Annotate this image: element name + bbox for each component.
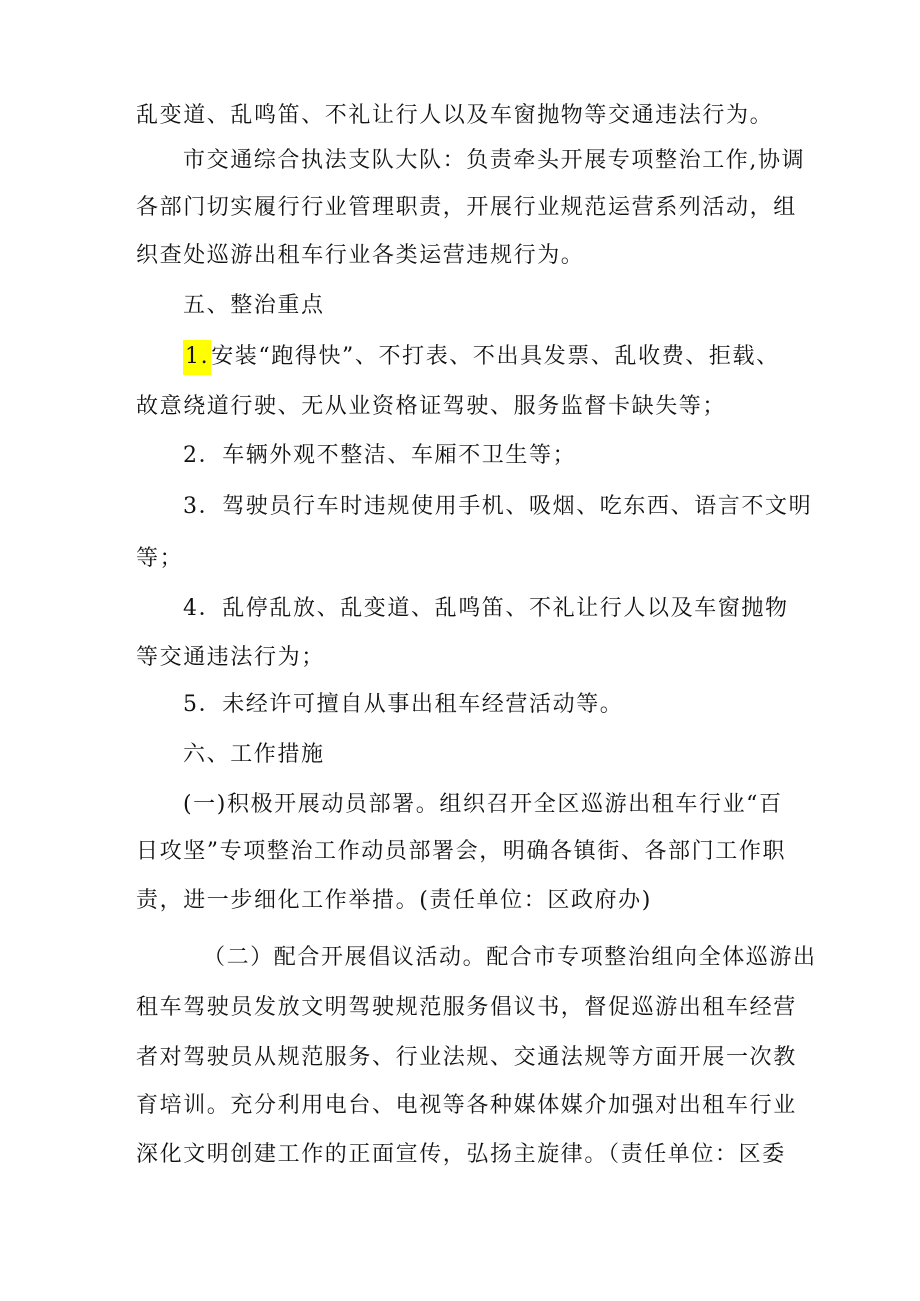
- paragraph-line: 织查处巡游出租车行业各类运营违规行为。: [136, 243, 585, 268]
- paragraph-line: 育培训。充分利用电台、电视等各种媒体媒介加强对出租车行业: [136, 1093, 797, 1118]
- paragraph-line: 故意绕道行驶、无从业资格证驾驶、服务监督卡缺失等；: [136, 394, 727, 419]
- list-item-text: 安装“跑得快”、不打表、不出具发票、乱收费、拒载、: [211, 344, 780, 369]
- paragraph-line: 各部门切实履行行业管理职责，开展行业规范运营系列活动，组: [136, 195, 797, 220]
- paragraph-line: 租车驾驶员发放文明驾驶规范服务倡议书，督促巡游出租车经营: [136, 995, 797, 1020]
- list-item-1: [183, 342, 843, 372]
- paragraph-line: 深化文明创建工作的正面宣传，弘扬主旋律。（责任单位：区委: [136, 1142, 786, 1167]
- paragraph-line: （二）配合开展倡议活动。配合市专项整治组向全体巡游出: [203, 945, 817, 970]
- list-item-2: 2．车辆外观不整洁、车厢不卫生等；: [183, 443, 577, 468]
- list-item-5: 5．未经许可擅自从事出租车经营活动等。: [183, 692, 624, 717]
- list-item-4: 4．乱停乱放、乱变道、乱鸣笛、不礼让行人以及车窗抛物: [183, 596, 789, 621]
- list-item-3: 3．驾驶员行车时违规使用手机、吸烟、吃东西、语言不文明: [183, 494, 813, 519]
- paragraph-line: 日攻坚”专项整治工作动员部署会，明确各镇街、各部门工作职: [136, 839, 787, 864]
- paragraph-line: 者对驾驶员从规范服务、行业法规、交通法规等方面开展一次教: [136, 1045, 797, 1070]
- paragraph-line: 责，进一步细化工作举措。(责任单位：区政府办): [136, 888, 652, 913]
- paragraph-line: 市交通综合执法支队大队：负责牵头开展专项整治工作,协调: [183, 148, 806, 173]
- section-heading: 五、整治重点: [183, 293, 325, 318]
- section-heading: 六、工作措施: [183, 742, 325, 767]
- paragraph-line: (一)积极开展动员部署。组织召开全区巡游出租车行业“百: [183, 792, 783, 817]
- paragraph-line: 等；: [136, 546, 184, 571]
- paragraph-line: 等交通违法行为；: [136, 645, 325, 670]
- paragraph-line: 乱变道、乱鸣笛、不礼让行人以及车窗抛物等交通违法行为。: [136, 103, 774, 128]
- highlighted-list-marker: 1.: [183, 340, 211, 375]
